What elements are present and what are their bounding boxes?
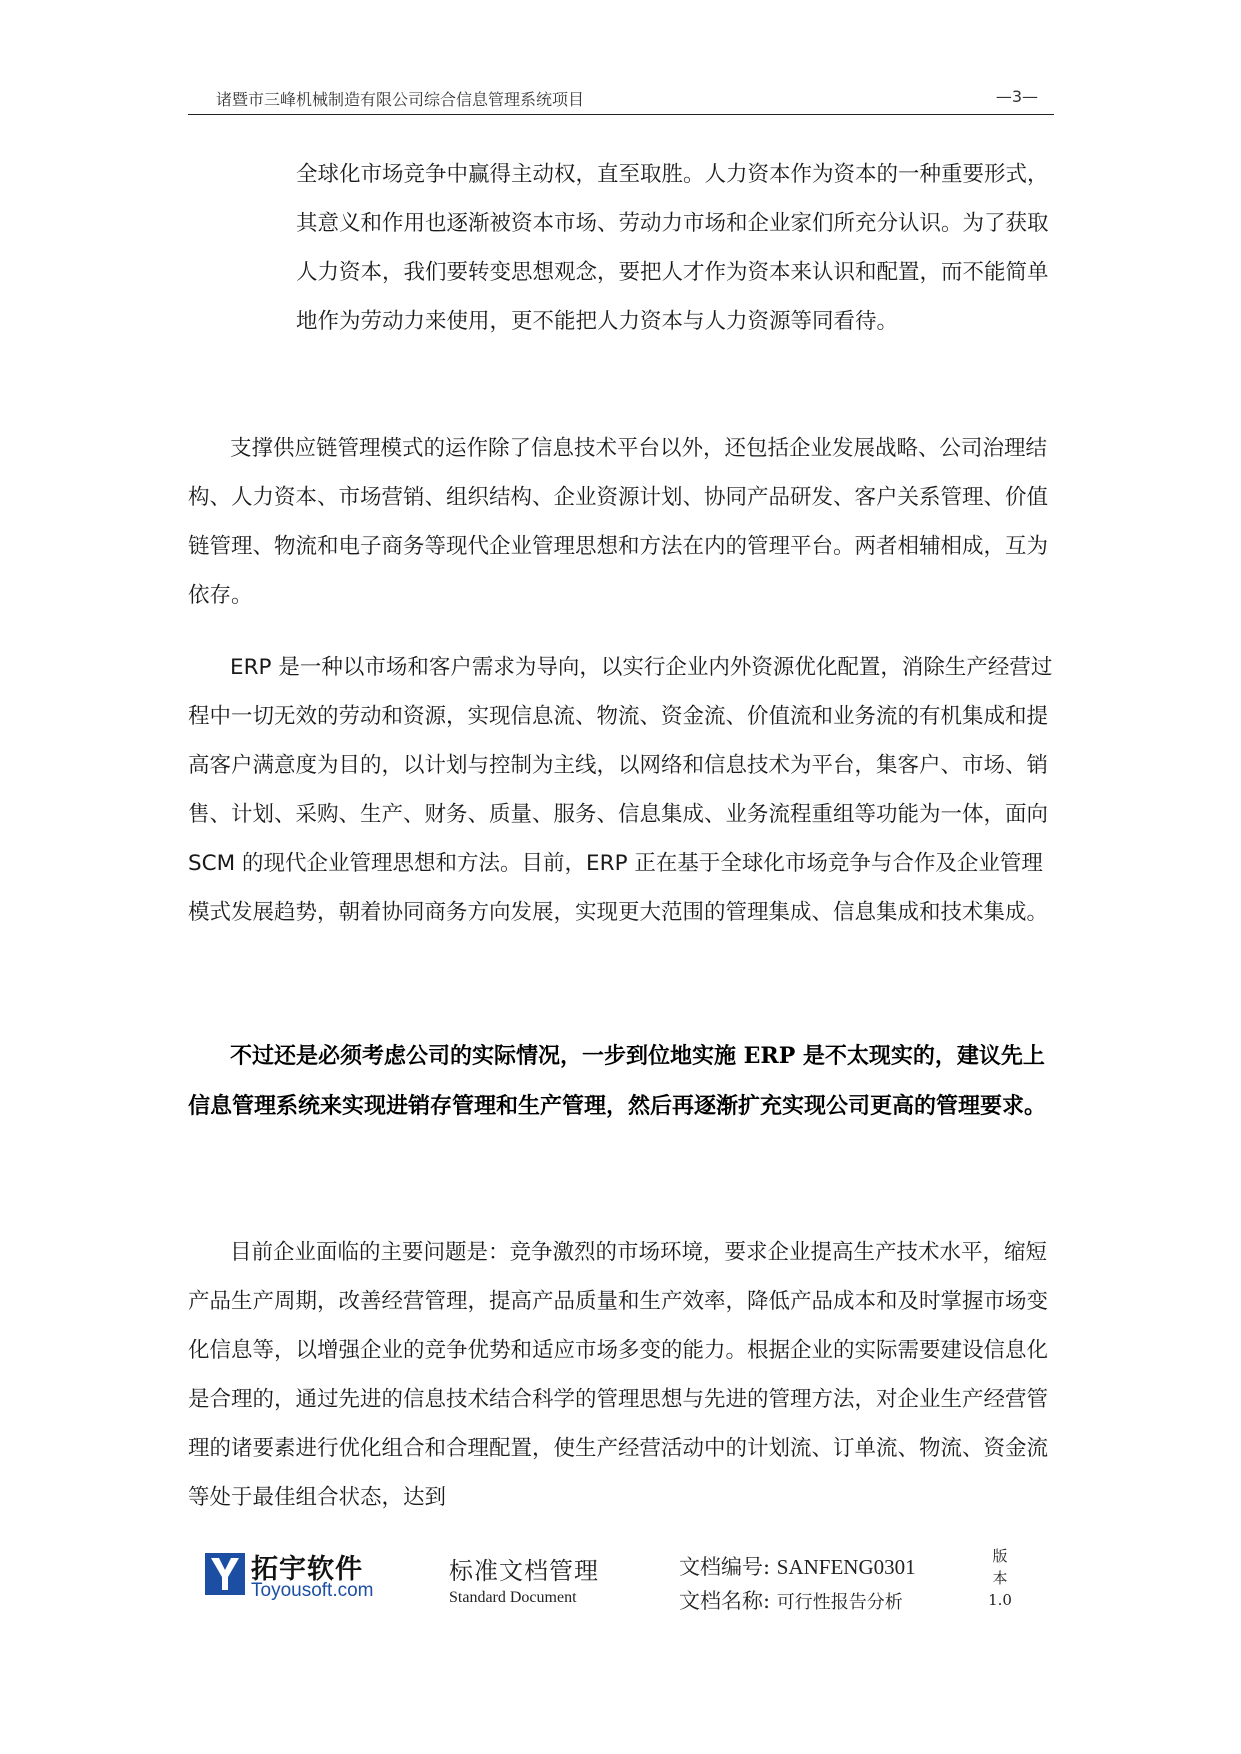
version-label-char-1: 版 bbox=[992, 1547, 1008, 1565]
document-name-row bbox=[679, 1585, 903, 1615]
standard-document-chinese: 标准文档管理 bbox=[449, 1557, 599, 1585]
paragraph-supply-chain: 支撑供应链管理模式的运作除了信息技术平台以外，还包括企业发展战略、公司治理结构、人力资本、市场营销、组织结构、企业资源计划、协同产品研发、客户关系管理、价值链管理、物流和电子商务等现代企业管理思想和方法在内的管理平台。两者相辅相成，互为依存。 bbox=[188, 436, 1049, 608]
page-header bbox=[188, 84, 1054, 115]
document-number-row bbox=[679, 1551, 916, 1581]
paragraph-human-capital: 全球化市场竞争中赢得主动权，直至取胜。人力资本作为资本的一种重要形式，其意义和作用也逐渐被资本市场、劳动力市场和企业家们所充分认识。为了获取人力资本，我们要转变思想观念，要把人才作为资本来认识和配置，而不能简单地作为劳动力来使用，更不能把人力资本与人力资源等同看待。 bbox=[296, 162, 1049, 334]
paragraph-current-problems: 目前企业面临的主要问题是：竞争激烈的市场环境，要求企业提高生产技术水平，缩短产品生产周期，改善经营管理，提高产品质量和生产效率，降低产品成本和及时掌握市场变化信息等，以增强企业的竞争优势和适应市场多变的能力。根据企业的实际需要建设信息化是合理的，通过先进的信息技术结合科学的管理思想与先进的管理方法，对企业生产经营管理的诸要素进行优化组合和合理配置，使生产经营活动中的计划流、订单流、物流、资金流等处于最佳组合状态，达到 bbox=[188, 1240, 1049, 1510]
document-number-value: SANFENG0301 bbox=[776, 1555, 916, 1579]
page-number: —3— bbox=[995, 87, 1038, 106]
company-logo bbox=[205, 1547, 405, 1607]
paragraph-erp-definition: ERP 是一种以市场和客户需求为导向，以实行企业内外资源优化配置，消除生产经营过程中一切无效的劳动和资源，实现信息流、物流、资金流、价值流和业务流的有机集成和提高客户满意度为目的，以计划与控制为主线，以网络和信息技术为平台，集客户、市场、销售、计划、采购、生产、财务、质量、服务、信息集成、业务流程重组等功能为一体，面向 SCM 的现代企业管理思想和方法。目前，ERP 正在基于全球化市场竞争与合作及企业管理模式发展趋势，朝着协同商务方向发展，实现更大范围的管理集成、信息集成和技术集成。 bbox=[188, 655, 1053, 925]
document-name-value: 可行性报告分析 bbox=[776, 1592, 903, 1613]
page-footer bbox=[205, 1547, 1055, 1627]
paragraph-recommendation: 不过还是必须考虑公司的实际情况，一步到位地实施 ERP 是不太现实的，建议先上信息管理系统来实现进销存管理和生产管理，然后再逐渐扩充实现公司更高的管理要求。 bbox=[188, 1043, 1047, 1119]
document-name-label: 文档名称: bbox=[679, 1589, 771, 1613]
version-label-char-2: 本 bbox=[992, 1569, 1008, 1587]
logo-chinese-name: 拓宇软件 bbox=[251, 1554, 363, 1585]
logo-english-name: Toyousoft.com bbox=[251, 1580, 374, 1601]
document-number-label: 文档编号: bbox=[679, 1555, 771, 1579]
toyousoft-logo-icon bbox=[205, 1553, 245, 1595]
standard-document-english: Standard Document bbox=[449, 1589, 577, 1606]
document-header-title: 诸暨市三峰机械制造有限公司综合信息管理系统项目 bbox=[216, 90, 585, 109]
version-value: 1.0 bbox=[988, 1591, 1012, 1609]
version-block bbox=[985, 1545, 1015, 1611]
